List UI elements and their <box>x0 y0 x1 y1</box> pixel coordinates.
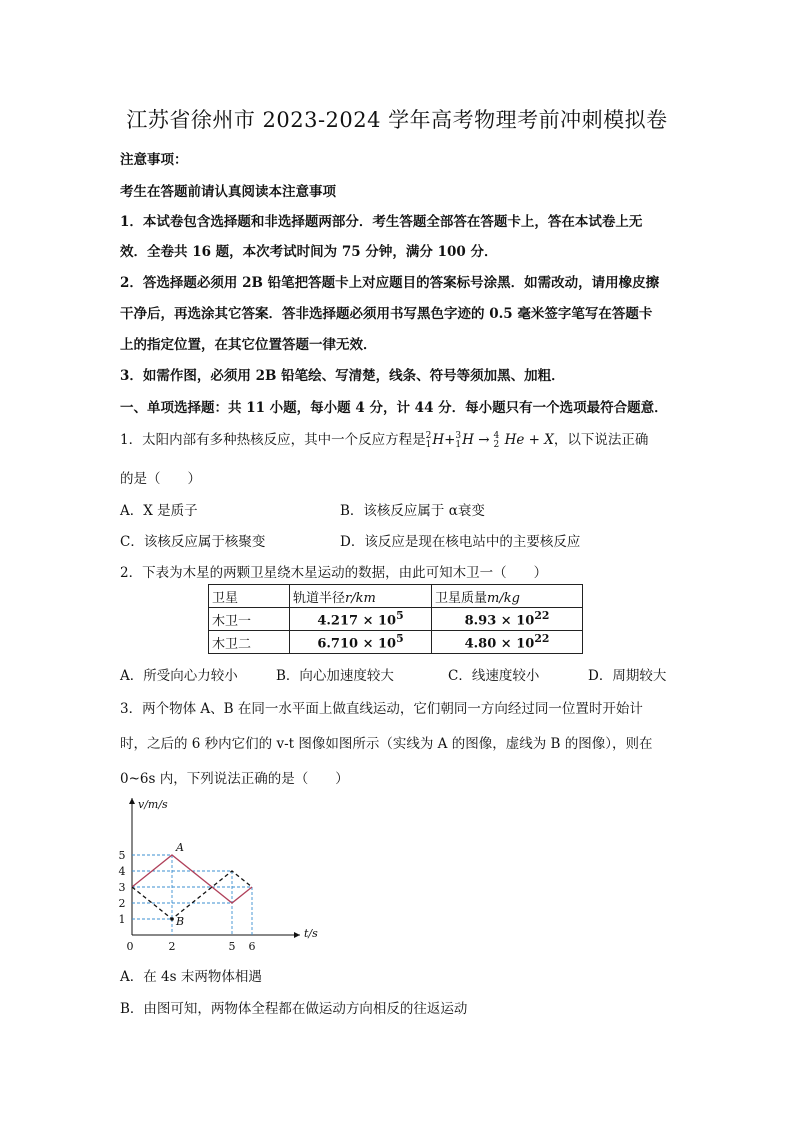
row-mass: $8.93 \times 10^{22}$ <box>432 608 583 631</box>
q1-option-a: A．X 是质子 <box>120 503 198 519</box>
q1-option-d: D．该反应是现在核电站中的主要核反应 <box>340 534 581 550</box>
point-b-marker <box>170 917 174 921</box>
x-axis-arrow <box>294 932 300 938</box>
x-tick-label: 5 <box>228 940 236 953</box>
notes-heading: 注意事项： <box>120 152 188 168</box>
row-name: 木卫二 <box>209 631 290 654</box>
annotation-a: A <box>176 841 184 854</box>
y-axis-arrow <box>129 798 135 804</box>
note-2-line-2: 干净后，再选涂其它答案．答非选择题必须用书写黑色字迹的 0.5 毫米签字笔写在答题卡 <box>120 306 653 322</box>
y-tick-label: 2 <box>118 897 126 910</box>
header-orbit-radius: 轨道半径r/km <box>290 585 432 608</box>
y-tick-label: 3 <box>118 881 126 894</box>
note-2-line-3: 上的指定位置，在其它位置答题一律无效． <box>120 337 377 353</box>
q1-stem-line-2: 的是（ ） <box>120 471 201 487</box>
row-radius: $4.217 \times 10^5$ <box>290 608 432 631</box>
notes-intro: 考生在答题前请认真阅读本注意事项 <box>120 184 336 200</box>
row-mass: $4.80 \times 10^{22}$ <box>432 631 583 654</box>
x-tick-label: 6 <box>248 940 256 953</box>
note-3: 3．如需作图，必须用 2B 铅笔绘、写清楚，线条、符号等须加黑、加粗． <box>120 368 565 384</box>
table-row <box>209 608 583 631</box>
q3-stem-line-2: 时，之后的 6 秒内它们的 v-t 图像如图所示（实线为 A 的图像，虚线为 B 的图像），则在 <box>120 736 653 752</box>
q2-option-c: C．线速度较小 <box>448 668 540 684</box>
section-heading: 一、单项选择题：共 11 小题，每小题 4 分，计 44 分．每小题只有一个选项最符合题意． <box>120 400 668 416</box>
q1-equation: 2 1H+3 1H → 4 2 He + X <box>425 431 554 450</box>
q3-stem-line-1: 3．两个物体 A、B 在同一水平面上做直线运动，它们朝同一方向经过同一位置时开始计 <box>120 701 643 717</box>
table-header-row <box>209 585 583 608</box>
q1-option-b: B．该核反应属于 α衰变 <box>340 503 485 519</box>
q1-nuclide-2-numbers: 3 1 <box>455 431 462 450</box>
q2-option-a: A．所受向心力较小 <box>120 668 238 684</box>
q1-stem-tail: ，以下说法正确 <box>553 432 649 448</box>
series-b-line <box>132 871 252 919</box>
vt-graph <box>112 790 322 960</box>
x-axis-label: t/s <box>304 927 318 940</box>
q1-option-c: C．该核反应属于核聚变 <box>120 534 266 550</box>
q1-stem-line-1 <box>120 428 648 449</box>
row-name: 木卫一 <box>209 608 290 631</box>
q1-stem-text: 1．太阳内部有多种热核反应，其中一个反应方程是 <box>120 432 426 448</box>
q3-stem-line-3: 0~6s 内，下列说法正确的是（ ） <box>120 771 349 787</box>
y-tick-label: 5 <box>118 849 126 862</box>
q1-nuclide-3-numbers: 4 2 <box>493 431 500 450</box>
row-radius: $6.710 \times 10^5$ <box>290 631 432 654</box>
y-tick-label: 4 <box>118 865 126 878</box>
header-satellite: 卫星 <box>209 585 290 608</box>
q2-stem: 2．下表为木星的两颗卫星绕木星运动的数据，由此可知木卫一（ ） <box>120 565 548 581</box>
note-1-line-1: 1．本试卷包含选择题和非选择题两部分．考生答题全部答在答题卡上，答在本试卷上无 <box>120 214 643 230</box>
annotation-b: B <box>176 915 185 928</box>
x-tick-label: 2 <box>168 940 176 953</box>
y-tick-label: 1 <box>118 913 126 926</box>
note-2-line-1: 2．答选择题必须用 2B 铅笔把答题卡上对应题目的答案标号涂黑．如需改动，请用橡皮擦 <box>120 275 660 291</box>
q2-option-b: B．向心加速度较大 <box>276 668 394 684</box>
satellite-table <box>208 584 583 654</box>
y-axis-label: v/m/s <box>138 798 168 811</box>
q3-option-b: B．由图可知，两物体全程都在做运动方向相反的往返运动 <box>120 1001 468 1017</box>
table-row <box>209 631 583 654</box>
q2-option-d: D．周期较大 <box>588 668 667 684</box>
origin-label: 0 <box>126 940 134 953</box>
note-1-line-2: 效．全卷共 16 题，本次考试时间为 75 分钟，满分 100 分． <box>120 244 498 260</box>
q3-option-a: A．在 4s 末两物体相遇 <box>120 969 262 985</box>
header-satellite-mass: 卫星质量m/kg <box>432 585 583 608</box>
page-title: 江苏省徐州市 2023-2024 学年高考物理考前冲刺模拟卷 <box>126 108 668 132</box>
q1-nuclide-1-numbers: 2 1 <box>425 431 432 450</box>
series-a-line <box>132 855 252 903</box>
